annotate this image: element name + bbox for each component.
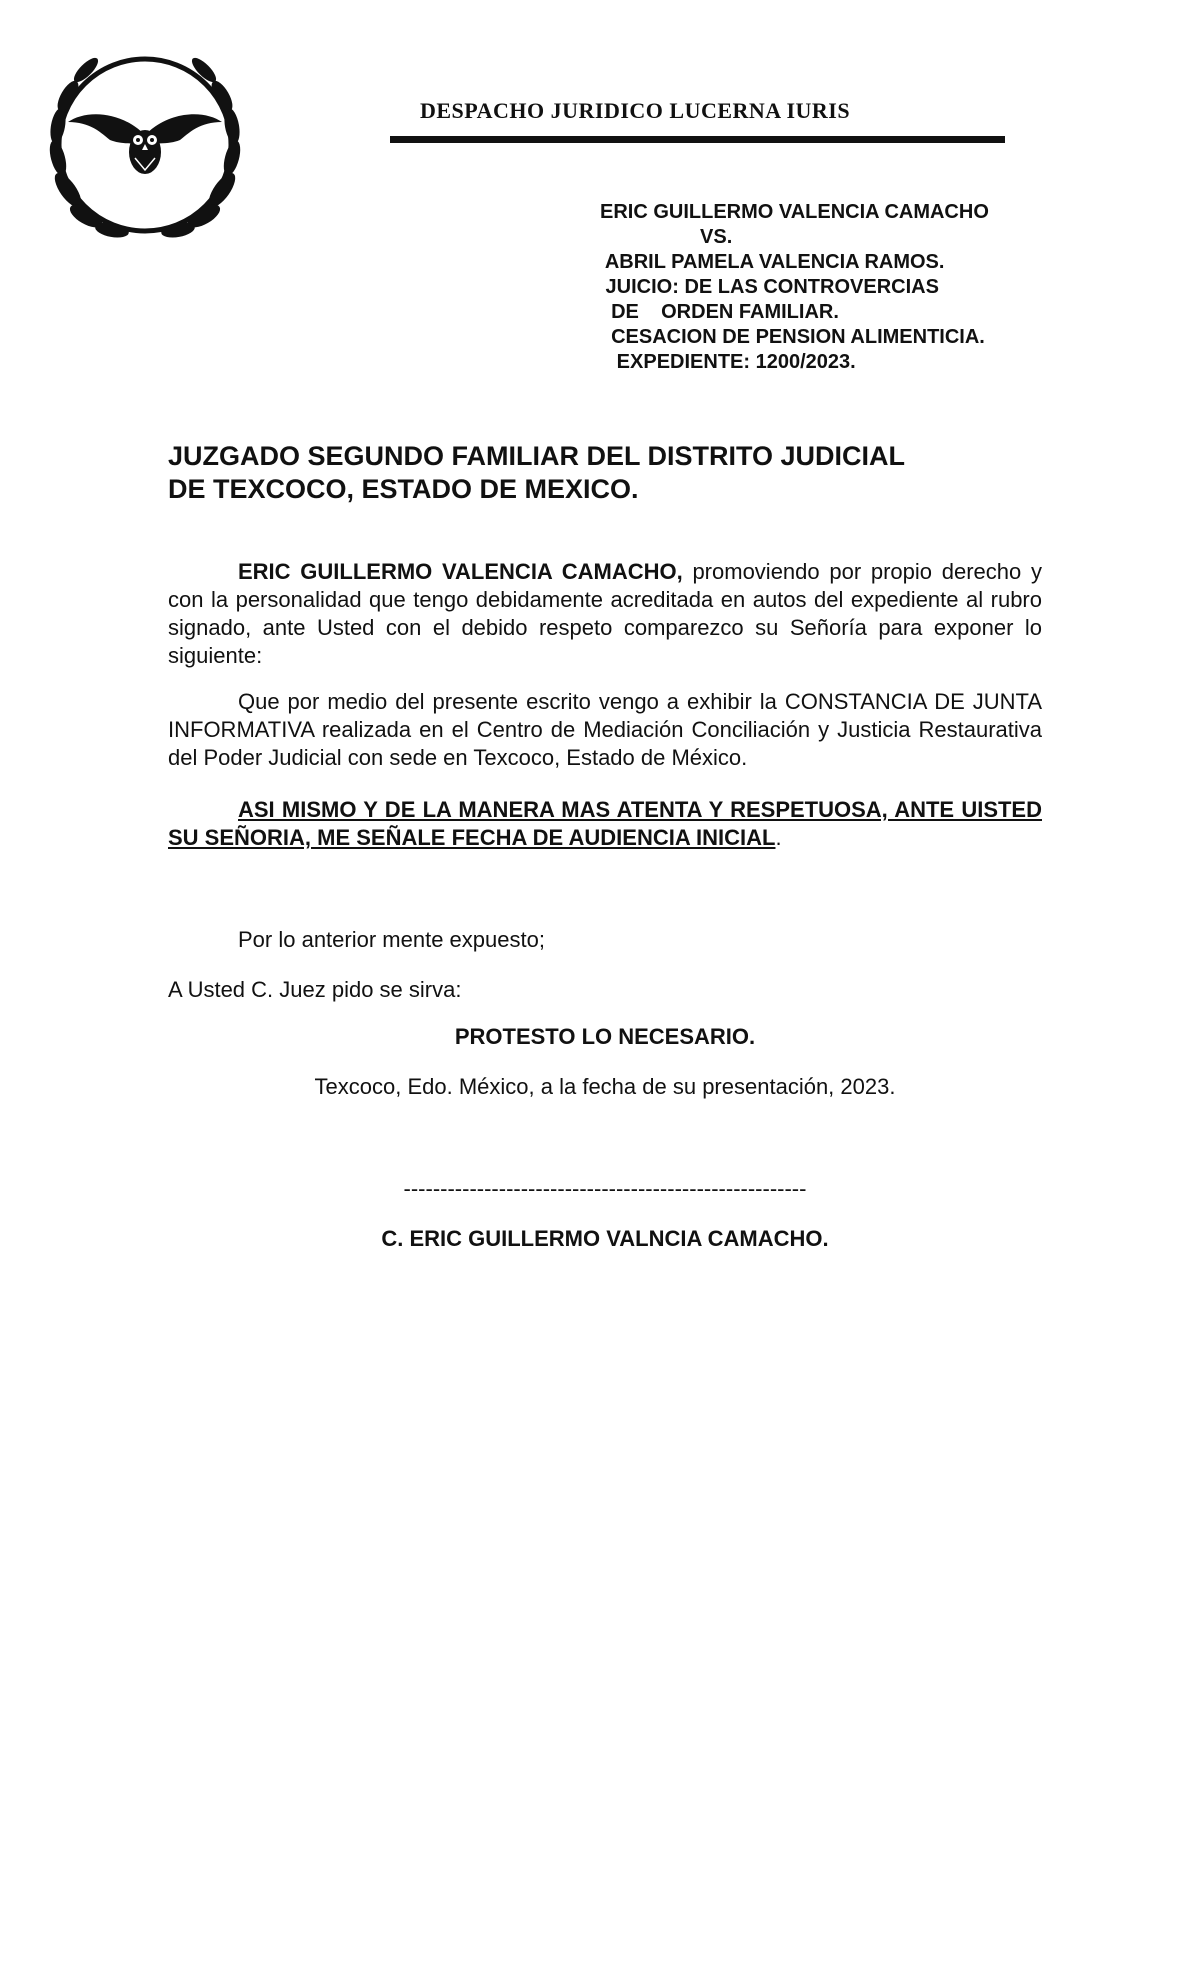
paragraph-exhibit: Que por medio del presente escrito vengo a exhibir la CONSTANCIA DE JUNTA INFORMATIVA realizada en el Centro de Mediación Conciliación y Justicia Restaurativa del Poder Judicial con sede en Texcoco, Estado de México. xyxy=(168,689,1042,770)
signer-name: C. ERIC GUILLERMO VALNCIA CAMACHO. xyxy=(381,1226,829,1251)
request-end: . xyxy=(775,825,782,850)
paragraph-intro-text: promoviendo por propio derecho y con la personalidad que tengo debidamente acreditada en autos del expediente al rubro signado, ante Usted con el debido respeto comparezco su Señoría para exponer lo siguiente: xyxy=(168,559,1042,668)
firm-name: DESPACHO JURIDICO LUCERNA IURIS xyxy=(420,98,851,123)
caption-line: JUICIO: DE LAS CONTROVERCIAS xyxy=(600,276,939,298)
caption-line: CESACION DE PENSION ALIMENTICIA. xyxy=(600,326,985,348)
caption-line: DE ORDEN FAMILIAR. xyxy=(600,301,839,323)
signature-line: ------------------------------------------------------- xyxy=(403,1176,807,1201)
request-underlined-text: ASI MISMO Y DE LA MANERA MAS ATENTA Y RESPETUOSA, ANTE UISTED SU SEÑORIA, ME SEÑALE FECHA DE AUDIENCIA INICIAL xyxy=(168,797,1042,850)
paragraph-expuesto: Por lo anterior mente expuesto; xyxy=(238,927,545,952)
case-caption xyxy=(600,200,1100,375)
paragraph-request xyxy=(168,796,1042,852)
place-date: Texcoco, Edo. México, a la fecha de su presentación, 2023. xyxy=(314,1074,896,1099)
promovente-name: ERIC GUILLERMO VALENCIA CAMACHO, xyxy=(238,559,683,584)
header-rule xyxy=(390,136,1005,143)
caption-line: ABRIL PAMELA VALENCIA RAMOS. xyxy=(600,251,945,273)
court-heading xyxy=(168,440,1068,506)
court-heading-line2: DE TEXCOCO, ESTADO DE MEXICO. xyxy=(168,474,639,504)
caption-line: VS. xyxy=(600,226,733,248)
court-heading-line1: JUZGADO SEGUNDO FAMILIAR DEL DISTRITO JUDICIAL xyxy=(168,441,906,471)
caption-line: ERIC GUILLERMO VALENCIA CAMACHO xyxy=(600,201,989,223)
paragraph-intro xyxy=(168,558,1042,670)
paragraph-petition: A Usted C. Juez pido se sirva: xyxy=(168,977,462,1002)
caption-line: EXPEDIENTE: 1200/2023. xyxy=(600,351,856,373)
owl-laurel-logo-icon xyxy=(40,40,250,250)
protest-line: PROTESTO LO NECESARIO. xyxy=(454,1024,756,1049)
